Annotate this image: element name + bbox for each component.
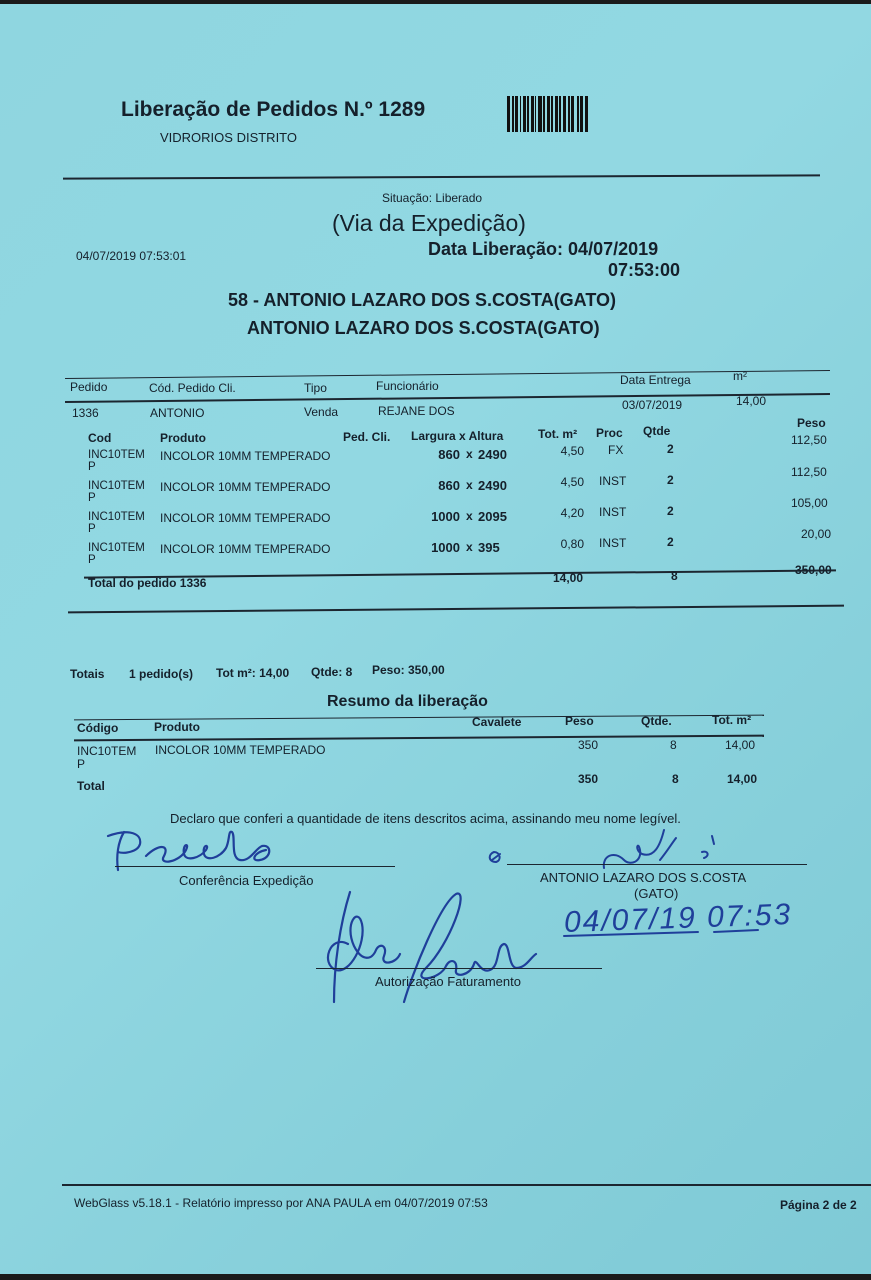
autorizacao-line: [316, 968, 602, 969]
item-cod: INC10TEM: [88, 542, 145, 554]
item-col-cod: Cod: [88, 431, 112, 445]
handwritten-date-underline: [562, 926, 802, 940]
order-total-m2: 14,00: [553, 571, 584, 585]
item-x-sign: x: [466, 447, 473, 461]
item-x-sign: x: [466, 478, 473, 492]
authorization-signature: [300, 884, 550, 1024]
conferencia-label: Conferência Expedição: [179, 873, 314, 888]
resumo-produto: INCOLOR 10MM TEMPERADO: [155, 743, 326, 757]
order-cod-pedido-cli: ANTONIO: [150, 406, 205, 420]
item-altura: 2490: [478, 478, 507, 493]
release-time: 07:53:00: [608, 260, 681, 280]
item-largura: 860: [438, 478, 460, 493]
item-col-largura-altura: Largura x Altura: [411, 429, 504, 443]
status-label: Situação: Liberado: [382, 191, 483, 205]
item-cod-suffix: P: [88, 492, 96, 504]
item-qtde: 2: [667, 442, 674, 456]
item-qtde: 2: [667, 473, 674, 487]
item-altura: 2095: [478, 509, 507, 524]
item-produto: INCOLOR 10MM TEMPERADO: [160, 449, 331, 463]
section-divider: [68, 605, 844, 614]
footer-rule: [62, 1184, 871, 1186]
resumo-tot-m2: 14,00: [725, 738, 756, 752]
conferencia-line: [115, 866, 395, 867]
item-produto: INCOLOR 10MM TEMPERADO: [160, 542, 331, 556]
resumo-total-label: Total: [77, 779, 105, 793]
header-divider: [63, 174, 820, 179]
item-cod: INC10TEM: [88, 449, 145, 461]
order-total-label: Total do pedido 1336: [88, 576, 207, 590]
item-tot-m2: 4,20: [560, 506, 584, 520]
resumo-col-peso: Peso: [565, 714, 594, 728]
col-pedido: Pedido: [70, 380, 108, 394]
order-total-qtde: 8: [671, 569, 678, 583]
item-largura: 1000: [431, 509, 460, 524]
item-altura: 395: [478, 540, 500, 555]
item-peso: 112,50: [791, 465, 827, 479]
col-data-entrega: Data Entrega: [620, 373, 691, 387]
item-tot-m2: 0,80: [560, 537, 584, 551]
totais-qtde: Qtde: 8: [311, 665, 353, 679]
resumo-col-codigo: Código: [77, 721, 119, 735]
order-total-peso: 350,00: [795, 563, 832, 577]
resumo-col-produto: Produto: [154, 720, 200, 734]
resumo-total-tot-m2: 14,00: [727, 772, 758, 786]
item-col-produto: Produto: [160, 431, 206, 445]
resumo-title: Resumo da liberação: [327, 693, 488, 710]
order-data-entrega: 03/07/2019: [622, 398, 683, 412]
print-datetime: 04/07/2019 07:53:01: [76, 249, 187, 263]
release-date: Data Liberação: 04/07/2019: [428, 239, 659, 259]
order-m2: 14,00: [736, 394, 767, 408]
col-cod-pedido-cli: Cód. Pedido Cli.: [149, 381, 236, 395]
item-largura: 860: [438, 447, 460, 462]
item-x-sign: x: [466, 540, 473, 554]
resumo-col-cavalete: Cavalete: [472, 715, 522, 729]
item-cod-suffix: P: [88, 461, 96, 473]
footer-printed-by: WebGlass v5.18.1 - Relatório impresso por ANA PAULA em 04/07/2019 07:53: [74, 1196, 488, 1210]
item-cod-suffix: P: [88, 523, 96, 535]
col-funcionario: Funcionário: [376, 379, 439, 393]
totais-peso: Peso: 350,00: [372, 663, 445, 677]
item-col-peso: Peso: [797, 416, 826, 430]
item-col-tot-m2: Tot. m²: [538, 427, 578, 441]
item-qtde: 2: [667, 504, 674, 518]
resumo-col-tot-m2: Tot. m²: [712, 713, 752, 727]
declaration-text: Declaro que conferi a quantidade de itens descritos acima, assinando meu nome legível.: [170, 811, 681, 826]
client-signature: [484, 820, 724, 876]
resumo-col-qtde: Qtde.: [641, 714, 672, 728]
order-tipo: Venda: [304, 405, 339, 419]
item-peso: 20,00: [801, 527, 832, 541]
document-page: [0, 4, 871, 1274]
barcode: [507, 96, 603, 132]
item-proc: INST: [599, 474, 627, 488]
item-produto: INCOLOR 10MM TEMPERADO: [160, 511, 331, 525]
totais-label: Totais: [70, 667, 105, 681]
order-funcionario: REJANE DOS: [378, 404, 455, 418]
handwritten-date: 04/07/19 07:53: [563, 898, 793, 939]
col-m2: m²: [733, 369, 747, 383]
resumo-total-peso: 350: [578, 772, 599, 786]
copy-label: (Via da Expedição): [332, 210, 526, 236]
item-proc: INST: [599, 505, 627, 519]
item-proc: INST: [599, 536, 627, 550]
item-produto: INCOLOR 10MM TEMPERADO: [160, 480, 331, 494]
item-tot-m2: 4,50: [560, 475, 584, 489]
item-col-proc: Proc: [596, 426, 623, 440]
item-peso: 112,50: [791, 433, 827, 447]
item-altura: 2490: [478, 447, 507, 462]
client-name: ANTONIO LAZARO DOS S.COSTA(GATO): [247, 318, 600, 338]
resumo-peso: 350: [578, 738, 599, 752]
page-number: Página 2 de 2: [780, 1198, 857, 1212]
item-qtde: 2: [667, 535, 674, 549]
resumo-cod: INC10TEM: [77, 744, 137, 758]
totais-pedidos: 1 pedido(s): [129, 667, 194, 681]
autorizacao-label: Autorização Faturamento: [375, 974, 521, 989]
company-name: VIDRORIOS DISTRITO: [160, 130, 297, 145]
resumo-cod-suffix: P: [77, 757, 86, 771]
resumo-qtde: 8: [670, 738, 677, 752]
resumo-header-rule: [74, 735, 764, 742]
col-tipo: Tipo: [304, 381, 327, 395]
expedition-signature: [100, 822, 290, 878]
client-signature-line: [507, 864, 807, 865]
client-code-name: 58 - ANTONIO LAZARO DOS S.COSTA(GATO): [228, 290, 617, 310]
item-cod: INC10TEM: [88, 480, 145, 492]
item-col-ped-cli: Ped. Cli.: [343, 430, 391, 444]
document-title: Liberação de Pedidos N.º 1289: [121, 98, 426, 121]
item-largura: 1000: [431, 540, 460, 555]
order-pedido: 1336: [72, 406, 99, 420]
item-tot-m2: 4,50: [560, 444, 584, 458]
client-signer-name: ANTONIO LAZARO DOS S.COSTA: [540, 870, 747, 885]
item-x-sign: x: [466, 509, 473, 523]
item-proc: FX: [608, 443, 624, 457]
item-cod-suffix: P: [88, 554, 96, 566]
client-signer-nick: (GATO): [634, 886, 679, 901]
totais-m2: Tot m²: 14,00: [216, 666, 290, 680]
item-cod: INC10TEM: [88, 511, 145, 523]
order-table-top-rule: [65, 370, 830, 379]
item-col-qtde: Qtde: [643, 424, 671, 438]
resumo-total-qtde: 8: [672, 772, 679, 786]
item-peso: 105,00: [791, 496, 828, 510]
